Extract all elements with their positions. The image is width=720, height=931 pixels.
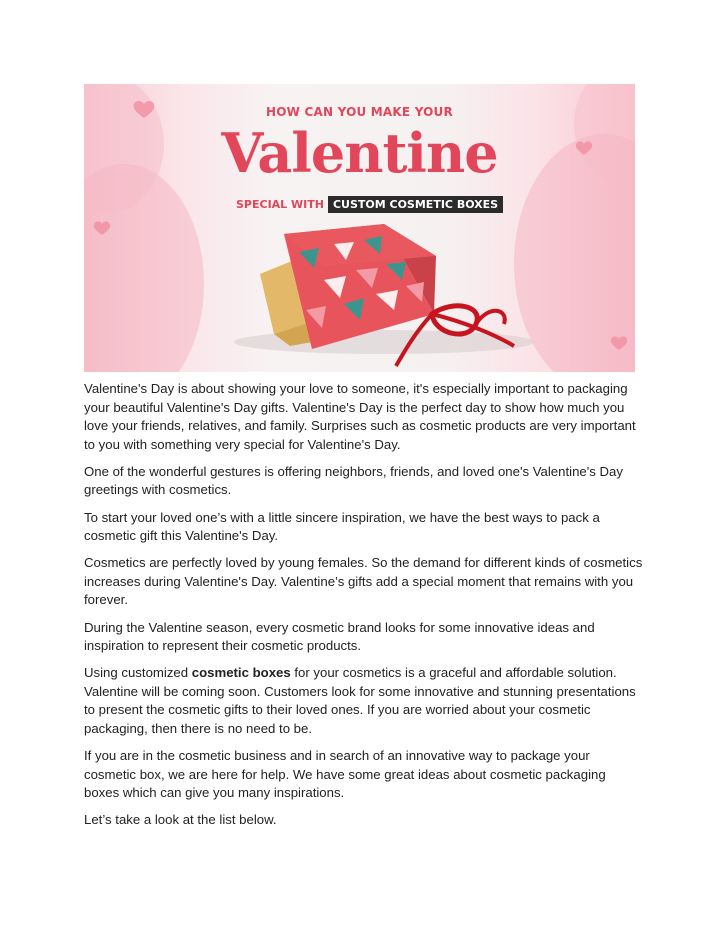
paragraph-text: for your cosmetics is a graceful and affordable solution. Valentine will be coming soon. Customers look for some innovative and stunning presentations to present the cosmetic gifts to their loved ones. If you are worried about your cosmetic packaging, then there is no need to be.: [84, 665, 636, 736]
paragraph: To start your loved one’s with a little sincere inspiration, we have the best ways to pack a cosmetic gift this Valentine's Day.: [84, 509, 600, 544]
cosmetic-boxes-link-text: cosmetic boxes: [191, 665, 291, 681]
article-body: [84, 380, 644, 838]
banner-heading-top: HOW CAN YOU MAKE YOUR: [266, 105, 453, 119]
paragraph: [84, 664, 644, 738]
banner-title: Valentine: [221, 121, 498, 185]
banner-subheading-prefix: SPECIAL WITH: [236, 198, 324, 211]
paragraph: Let’s take a look at the list below.: [84, 812, 277, 828]
paragraph: Cosmetics are perfectly loved by young females. So the demand for different kinds of cosmetics increases during Valentine's Day. Valentine’s gifts add a special moment that remains with you forever.: [84, 555, 643, 608]
banner-subheading: [236, 196, 503, 213]
banner-subheading-tag: CUSTOM COSMETIC BOXES: [328, 196, 503, 213]
paragraph: If you are in the cosmetic business and in search of an innovative way to package your cosmetic box, we are here for help. We have some great ideas about cosmetic packaging boxes which can give you many inspirations.: [84, 748, 606, 801]
valentine-banner-image: [84, 84, 635, 372]
paragraph: Valentine's Day is about showing your love to someone, it's especially important to packaging your beautiful Valentine's Day gifts. Valentine's Day is the perfect day to show how much you love your friends, relatives, and family. Surprises such as cosmetic products are very important to you with something very special for Valentine's Day.: [84, 381, 636, 452]
paragraph: During the Valentine season, every cosmetic brand looks for some innovative ideas and inspiration to represent their cosmetic products.: [84, 619, 595, 654]
paragraph: One of the wonderful gestures is offering neighbors, friends, and loved one's Valentine's Day greetings with cosmetics.: [84, 463, 623, 498]
paragraph-text: Using customized: [84, 665, 192, 681]
